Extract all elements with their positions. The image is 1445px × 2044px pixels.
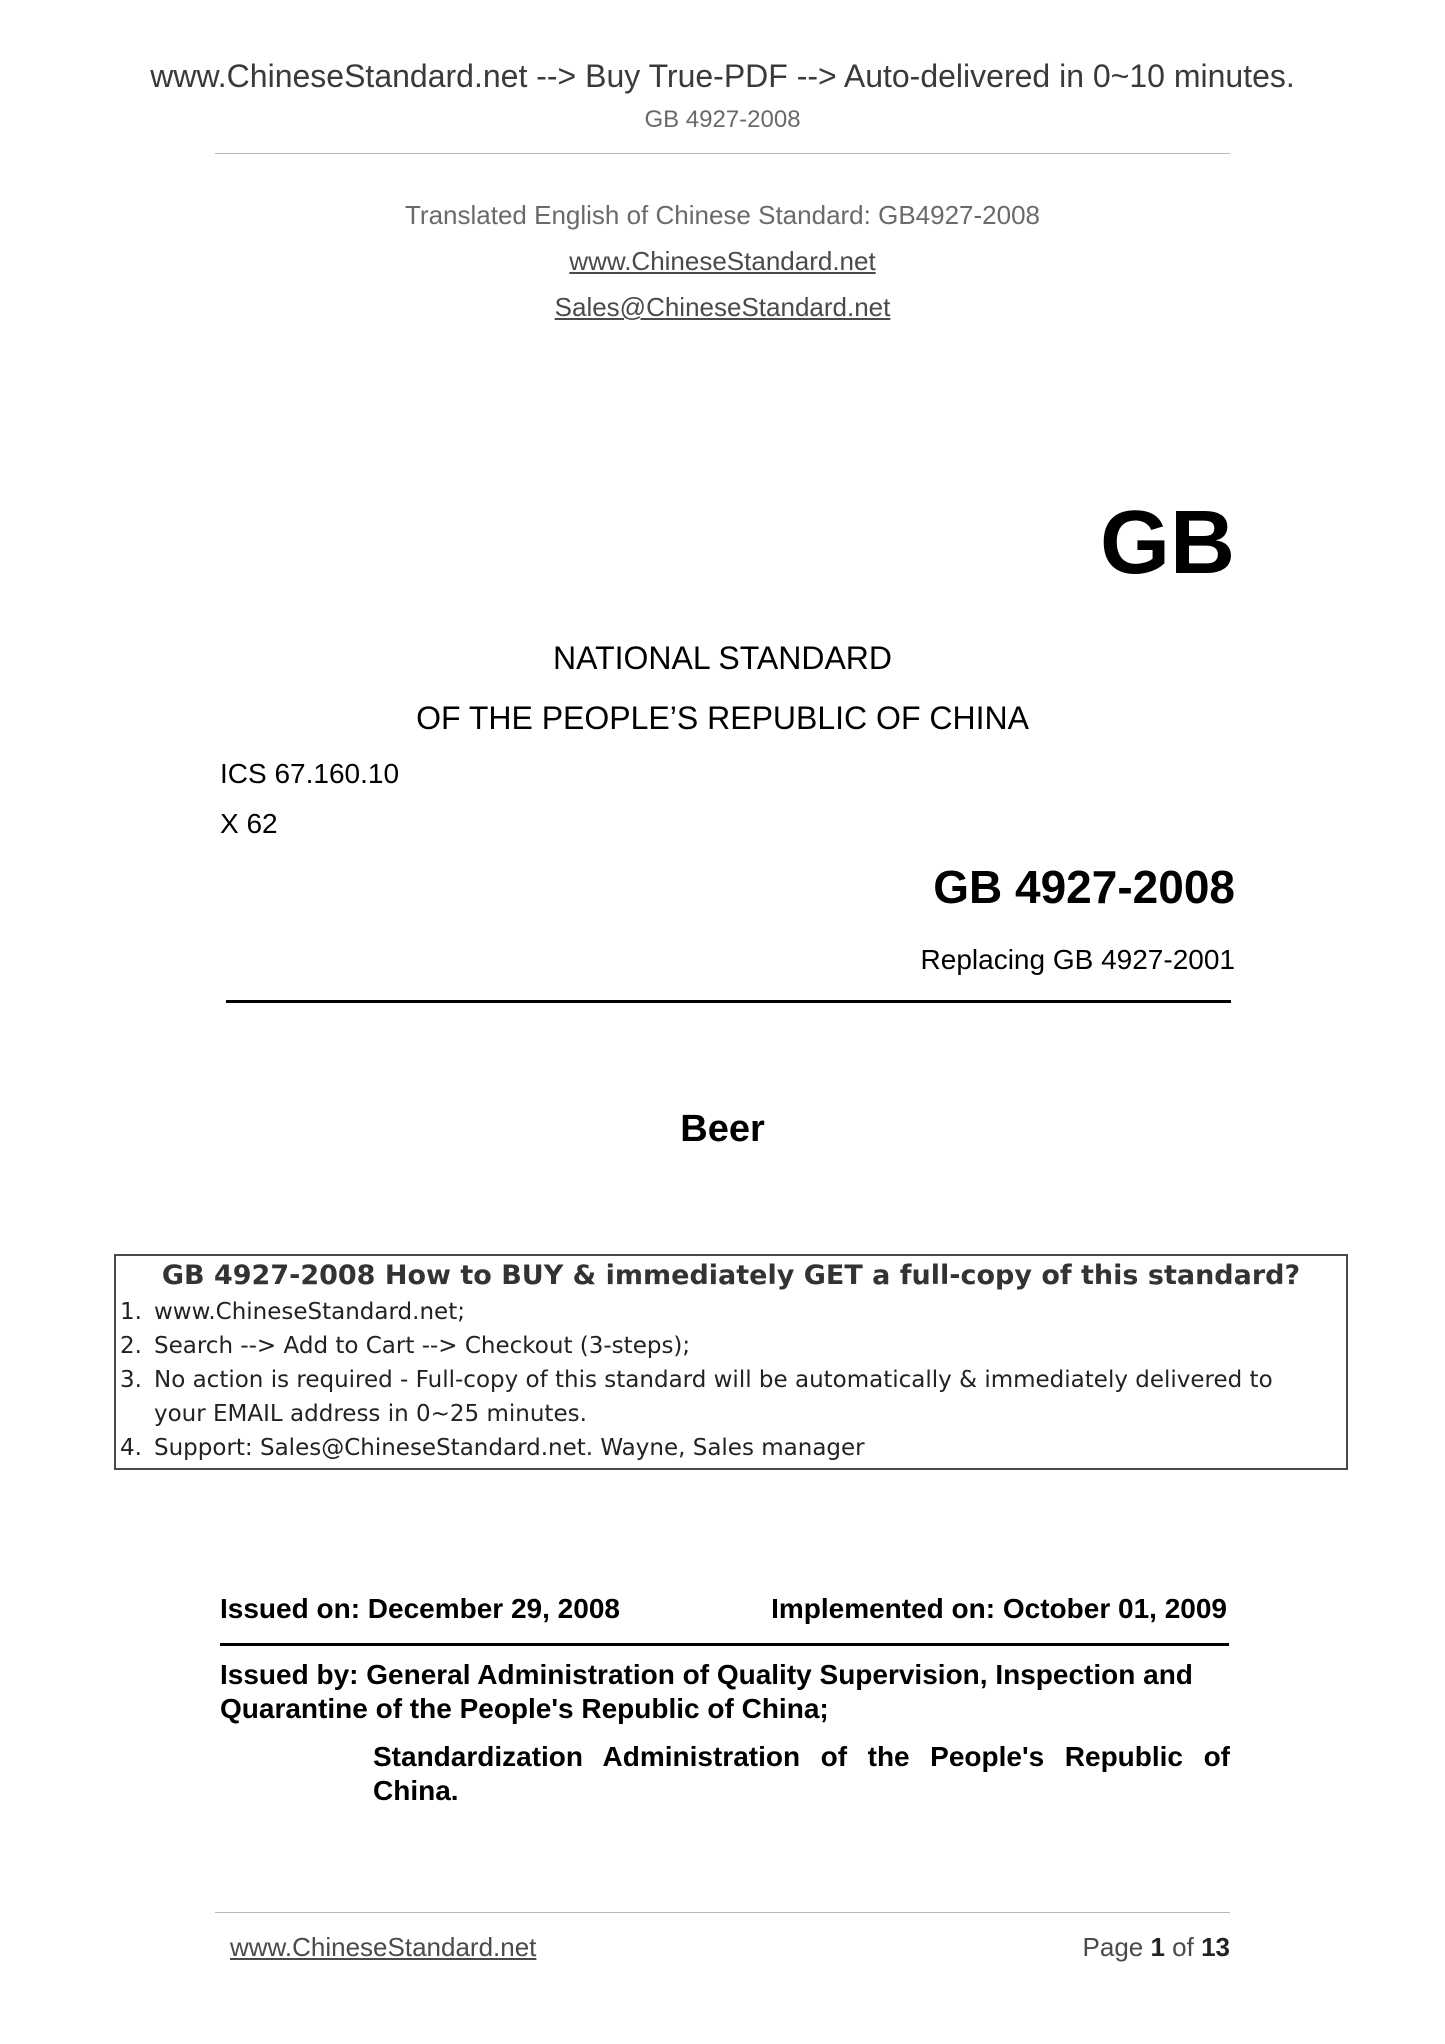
buy-step-text: No action is required - Full-copy of this standard will be automatically & immediately delivered to your EMAIL address in 0~25 minutes. — [154, 1367, 1273, 1427]
gb-mark: GB — [1100, 493, 1235, 593]
buy-step-text: Support: Sales@ChineseStandard.net. Wayne, Sales manager — [154, 1435, 865, 1461]
national-standard-line2: OF THE PEOPLE’S REPUBLIC OF CHINA — [416, 700, 1029, 736]
header-divider — [215, 153, 1230, 154]
buy-step-text: www.ChineseStandard.net; — [154, 1299, 465, 1325]
document-title: Beer — [680, 1108, 765, 1150]
ics-code: ICS 67.160.10 — [220, 758, 400, 789]
implemented-on-date: Implemented on: October 01, 2009 — [771, 1593, 1227, 1624]
buy-step — [116, 1363, 1346, 1431]
website-link[interactable]: www.ChineseStandard.net — [569, 246, 876, 276]
replacing-note: Replacing GB 4927-2001 — [920, 944, 1235, 975]
email-link-wrapper — [0, 292, 1445, 323]
header-standard-code: GB 4927-2008 — [644, 106, 801, 133]
buy-info-box — [114, 1254, 1348, 1470]
cover-divider — [226, 1000, 1231, 1003]
footer-divider — [215, 1912, 1230, 1913]
dates-divider — [220, 1643, 1229, 1646]
header-banner: www.ChineseStandard.net --> Buy True-PDF --> Auto-delivered in 0~10 minutes. — [150, 58, 1295, 94]
page-total: 13 — [1201, 1932, 1230, 1962]
national-standard-line1: NATIONAL STANDARD — [553, 640, 892, 676]
buy-step-number: 3. — [120, 1367, 142, 1393]
buy-step-number: 1. — [120, 1299, 142, 1325]
buy-steps-list — [116, 1295, 1346, 1465]
second-issuer: Standardization Administration of the People's Republic of China. — [373, 1741, 1230, 1806]
buy-step — [116, 1295, 1346, 1329]
issued-by: Issued by: General Administration of Quality Supervision, Inspection and Quarantine of the People's Republic of China; — [220, 1659, 1193, 1724]
page-of: of — [1164, 1932, 1202, 1962]
page-current: 1 — [1150, 1932, 1165, 1962]
standard-number: GB 4927-2008 — [933, 861, 1235, 913]
buy-step-number: 2. — [120, 1333, 142, 1359]
email-link[interactable]: Sales@ChineseStandard.net — [554, 292, 891, 322]
website-link-wrapper — [0, 246, 1445, 277]
buy-step-number: 4. — [120, 1435, 142, 1461]
footer-website-link[interactable]: www.ChineseStandard.net — [230, 1932, 537, 1962]
buy-box-title: GB 4927-2008 How to BUY & immediately GET a full-copy of this standard? — [161, 1260, 1301, 1291]
buy-step-text: Search --> Add to Cart --> Checkout (3-steps); — [154, 1333, 691, 1359]
translated-note: Translated English of Chinese Standard: GB4927-2008 — [405, 200, 1040, 230]
page-prefix: Page — [1082, 1932, 1151, 1962]
buy-step — [116, 1431, 1346, 1465]
buy-step — [116, 1329, 1346, 1363]
issued-on-date: Issued on: December 29, 2008 — [220, 1593, 620, 1624]
x-code: X 62 — [220, 808, 278, 839]
page-indicator — [1083, 1932, 1230, 1963]
